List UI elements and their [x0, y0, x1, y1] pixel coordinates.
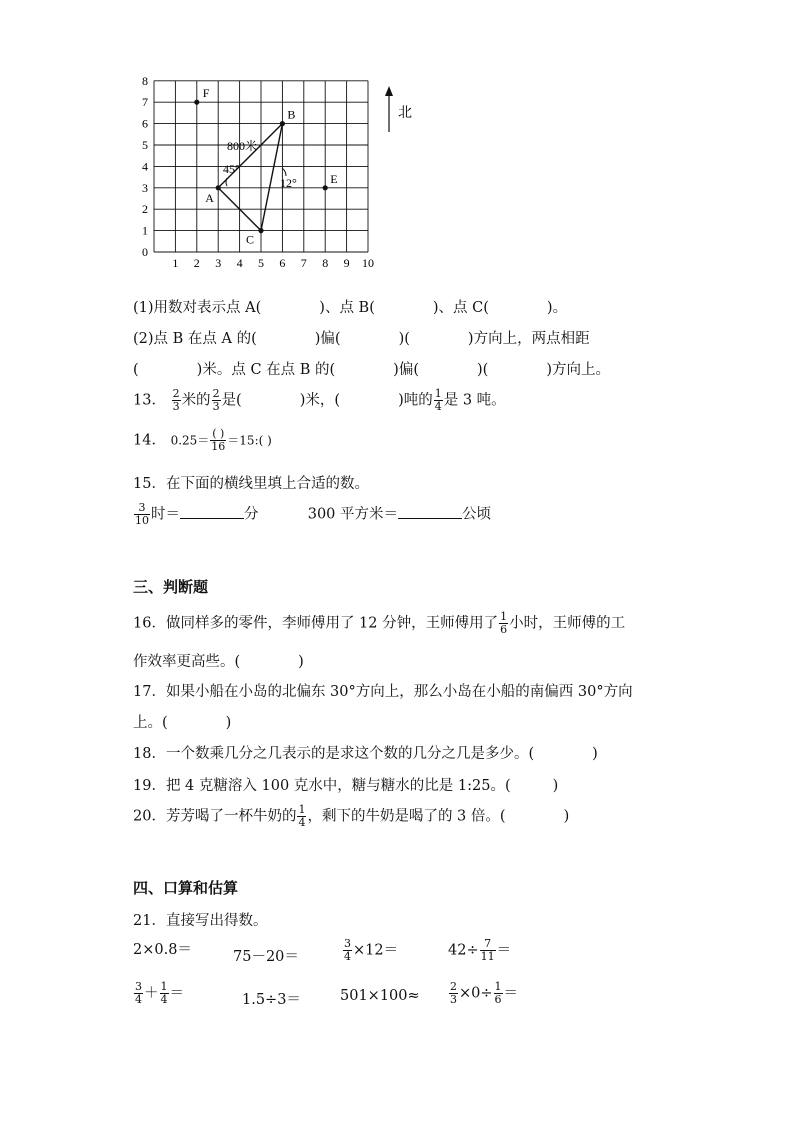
- north-label: 北: [398, 105, 412, 121]
- calc-item: 1.5÷3＝: [242, 992, 301, 1008]
- x-tick-label: 2: [193, 256, 200, 270]
- point-label-B: B: [287, 107, 296, 122]
- q17-line2: 上。( ): [133, 715, 232, 731]
- y-tick-label: 5: [142, 138, 148, 152]
- q15-title: 15．在下面的横线里填上合适的数。: [133, 476, 369, 492]
- x-tick-label: 9: [343, 256, 350, 270]
- point-label-F: F: [202, 86, 210, 101]
- point-label-A: A: [205, 190, 214, 205]
- answer-blank[interactable]: [180, 504, 244, 519]
- q13: 13． $\frac{2}{3}$ 米的 $\frac{2}{3}$ 是( )米，( )吨的 $\frac{1}{4}$ 是 3 吨。: [133, 387, 506, 413]
- y-tick-label: 3: [142, 180, 148, 195]
- section-heading: 三、判断题: [133, 578, 209, 596]
- q17-line1: 17．如果小船在小岛的北偏东 30°方向上，那么小岛在小船的南偏西 30°方向: [133, 684, 633, 700]
- segment-AB: [218, 124, 282, 188]
- q18: 18．一个数乘几分之几表示的是求这个数的几分之几是多少。( ): [133, 746, 598, 762]
- fraction: $\frac{2}{3}$: [212, 387, 220, 413]
- q20: 20．芳芳喝了一杯牛奶的 $\frac{1}{4}$ ，剩下的牛奶是喝了的 3 倍。( ): [133, 803, 570, 829]
- y-tick-label: 6: [142, 116, 148, 131]
- fraction: $\frac{1}{4}$: [298, 803, 306, 829]
- calc-item: $\frac{2}{3}$ ×0÷ $\frac{1}{6}$ ＝: [450, 980, 519, 1006]
- calc-item: $\frac{3}{4}$ ×12＝: [344, 937, 399, 963]
- x-tick-label: 7: [300, 256, 307, 270]
- x-tick-label: 1: [172, 256, 179, 270]
- grid-tick-labels: [142, 74, 374, 270]
- q21-title: 21．直接写出得数。: [133, 913, 268, 929]
- q12-line3: ( )米。点 C 在点 B 的( )偏( )( )方向上。: [133, 362, 610, 378]
- x-tick-label: 3: [215, 256, 222, 270]
- y-tick-label: 1: [142, 223, 148, 238]
- y-tick-label: 4: [142, 159, 148, 174]
- q14: 14． 0.25＝ $\frac{( )}{16}$ ＝15:( ): [133, 427, 272, 453]
- distance-label: 800米: [227, 139, 258, 153]
- y-tick-label: 8: [142, 73, 148, 88]
- fraction: $\frac{2}{3}$: [172, 387, 180, 413]
- north-arrowhead-icon: [385, 86, 393, 96]
- x-tick-label: 5: [258, 256, 264, 270]
- coordinate-grid: [130, 72, 430, 272]
- point-label-C: C: [246, 232, 255, 247]
- y-tick-label: 7: [142, 95, 148, 110]
- q16-line1: 16．做同样多的零件，李师傅用了 12 分钟，王师傅用了 $\frac{1}{6}$ 小时，王师傅的工: [133, 610, 626, 636]
- x-tick-label: 6: [279, 256, 286, 270]
- calc-item: $\frac{3}{4}$ ＋ $\frac{1}{4}$ ＝: [135, 980, 184, 1006]
- calc-item: 2×0.8＝: [133, 942, 192, 958]
- calc-item: 501×100≈: [340, 988, 420, 1004]
- answer-blank[interactable]: [398, 504, 462, 519]
- point-F: [194, 100, 199, 105]
- x-tick-label: 4: [236, 256, 243, 270]
- x-tick-label: 8: [322, 256, 329, 270]
- calc-item: 75－20＝: [233, 949, 299, 965]
- grid-lines: [154, 81, 368, 252]
- calc-item: 42÷ $\frac{7}{11}$ ＝: [448, 937, 512, 963]
- point-C: [258, 228, 263, 233]
- x-tick-label: 10: [362, 256, 374, 270]
- y-tick-label: 2: [142, 202, 148, 217]
- point-label-E: E: [330, 171, 338, 186]
- y-tick-label: 0: [142, 245, 148, 259]
- q16-line2: 作效率更高些。( ): [133, 654, 304, 670]
- angle-a-label: 45°: [223, 162, 240, 176]
- fraction: $\frac{( )}{16}$: [211, 427, 226, 453]
- fraction: $\frac{1}{6}$: [500, 610, 508, 636]
- q12-line2: (2)点 B 在点 A 的( )偏( )( )方向上，两点相距: [133, 331, 590, 347]
- point-B: [280, 121, 285, 126]
- q15-blanks: $\frac{3}{10}$ 时＝ 分 300 平方米＝ 公顷: [135, 501, 492, 527]
- fraction: $\frac{1}{4}$: [434, 387, 442, 413]
- fraction: $\frac{3}{10}$: [135, 501, 149, 527]
- angle-a-arc: [226, 178, 227, 186]
- point-A: [216, 185, 221, 190]
- point-E: [323, 185, 328, 190]
- angle-b-label: 12°: [280, 176, 297, 190]
- q12-line1: (1)用数对表示点 A( )、点 B( )、点 C( )。: [133, 300, 568, 316]
- q19: 19．把 4 克糖溶入 100 克水中，糖与糖水的比是 1:25。( ): [133, 778, 559, 794]
- section-heading: 四、口算和估算: [133, 879, 239, 897]
